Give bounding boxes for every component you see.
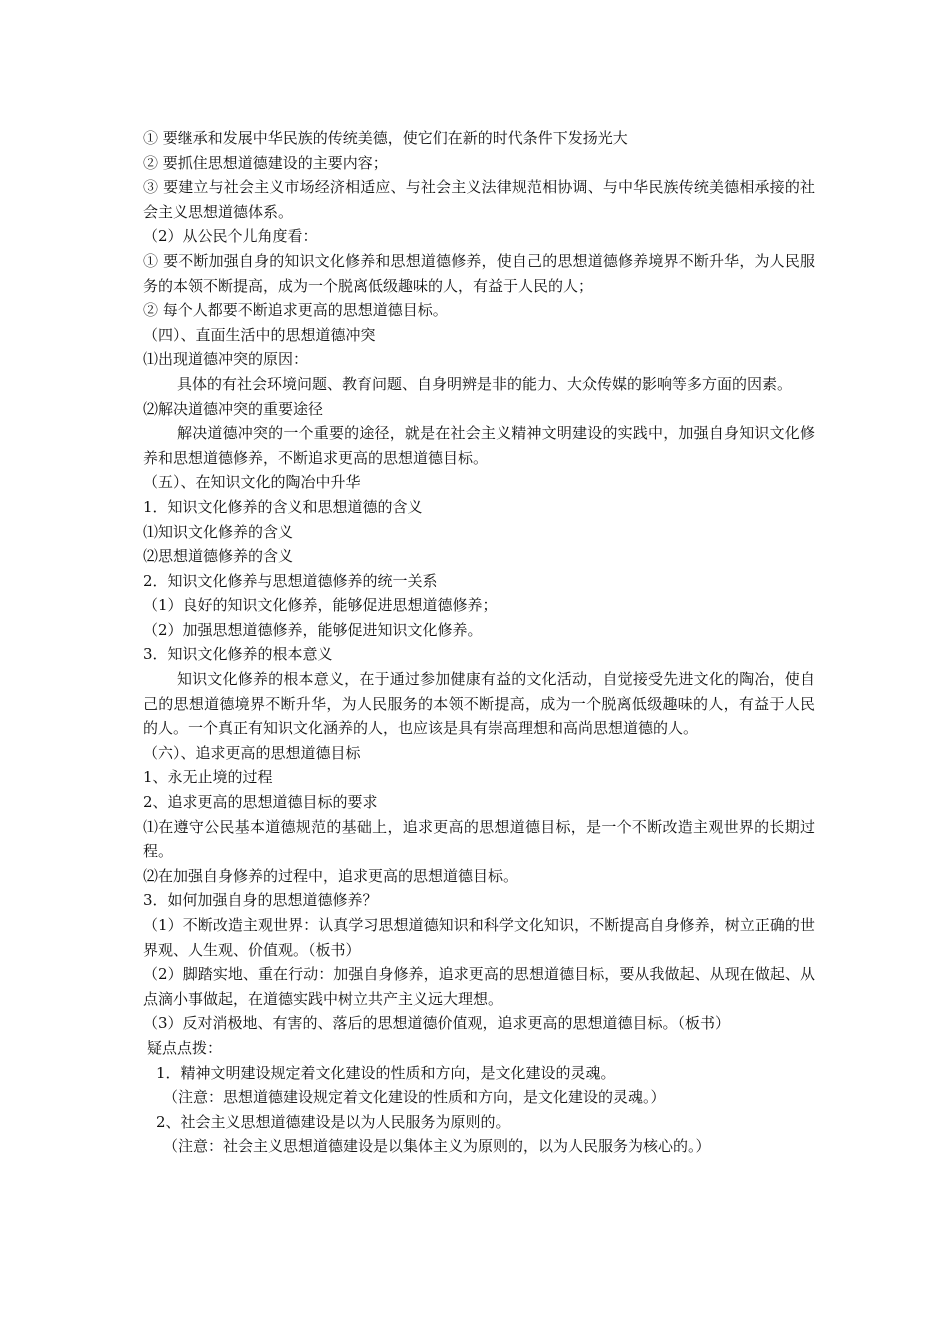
text-paragraph: （1）不断改造主观世界：认真学习思想道德知识和科学文化知识，不断提高自身修养，树立正确的世界观、人生观、价值观。（板书） [143, 916, 815, 959]
document-page [143, 126, 815, 1159]
text-paragraph: 具体的有社会环境问题、教育问题、自身明辨是非的能力、大众传媒的影响等多方面的因素。 [177, 374, 793, 393]
section-subheading: （2）从公民个儿角度看： [143, 227, 318, 246]
subsection-heading: 2．知识文化修养与思想道德修养的统一关系 [143, 571, 438, 590]
subsection-heading: 3．如何加强自身的思想道德修养？ [143, 891, 378, 910]
section-heading: （四）、直面生活中的思想道德冲突 [143, 325, 376, 344]
text-line: ② 要抓住思想道德建设的主要内容； [143, 153, 388, 172]
text-line: （3）反对消极地、有害的、落后的思想道德价值观，追求更高的思想道德目标。（板书） [143, 1014, 731, 1033]
text-paragraph: ③ 要建立与社会主义市场经济相适应、与社会主义法律规范相协调、与中华民族传统美德相承接的社会主义思想道德体系。 [143, 178, 815, 221]
text-paragraph: （2）脚踏实地、重在行动：加强自身修养，追求更高的思想道德目标，要从我做起、从现在做起、从点滴小事做起，在道德实践中树立共产主义远大理想。 [143, 965, 815, 1008]
text-line: ⑴知识文化修养的含义 [143, 522, 294, 541]
section-heading: （五）、在知识文化的陶冶中升华 [143, 473, 361, 492]
tip-item: 1．精神文明建设规定着文化建设的性质和方向，是文化建设的灵魂。 [156, 1063, 616, 1082]
subsection-heading: 2、追求更高的思想道德目标的要求 [143, 793, 378, 812]
tip-note: （注意：社会主义思想道德建设是以集体主义为原则的，以为人民服务为核心的。） [163, 1137, 711, 1156]
text-line: ① 要继承和发展中华民族的传统美德，使它们在新的时代条件下发扬光大 [143, 129, 628, 147]
tips-heading: 疑点点拨： [147, 1038, 223, 1057]
text-paragraph: ① 要不断加强自身的知识文化修养和思想道德修养，使自己的思想道德修养境界不断升华，为人民服务的本领不断提高，成为一个脱离低级趣味的人，有益于人民的人； [143, 251, 815, 295]
text-line: ⑵在加强自身修养的过程中，追求更高的思想道德目标。 [143, 866, 519, 885]
subsection-heading: 1．知识文化修养的含义和思想道德的含义 [143, 497, 423, 516]
section-heading: （六）、追求更高的思想道德目标 [143, 743, 361, 762]
subsection-heading: 3．知识文化修养的根本意义 [143, 645, 333, 664]
subsection-heading: 1、永无止境的过程 [143, 768, 273, 787]
text-paragraph: ⑴在遵守公民基本道德规范的基础上，追求更高的思想道德目标，是一个不断改造主观世界的长期过程。 [143, 817, 815, 861]
tip-note: （注意：思想道德建设规定着文化建设的性质和方向，是文化建设的灵魂。） [163, 1088, 666, 1107]
text-line: （2）加强思想道德修养，能够促进知识文化修养。 [143, 620, 483, 639]
text-line: ⑵思想道德修养的含义 [143, 547, 294, 566]
subsection-heading: ⑴出现道德冲突的原因： [143, 350, 309, 369]
text-paragraph: 解决道德冲突的一个重要的途径，就是在社会主义精神文明建设的实践中，加强自身知识文化修养和思想道德修养，不断追求更高的思想道德目标。 [143, 424, 815, 467]
text-line: （1）良好的知识文化修养，能够促进思想道德修养； [143, 596, 498, 615]
subsection-heading: ⑵解决道德冲突的重要途径 [143, 399, 324, 418]
text-paragraph: 知识文化修养的根本意义，在于通过参加健康有益的文化活动，自觉接受先进文化的陶冶，使自己的思想道德境界不断升华，为人民服务的本领不断提高，成为一个脱离低级趣味的人，有益于人民的人。一个真正有知识文化涵养的人，也应该是具有崇高理想和高尚思想道德的人。 [143, 670, 815, 738]
text-line: ② 每个人都要不断追求更高的思想道德目标。 [143, 301, 448, 320]
tip-item: 2、社会主义思想道德建设是以为人民服务为原则的。 [156, 1112, 511, 1131]
